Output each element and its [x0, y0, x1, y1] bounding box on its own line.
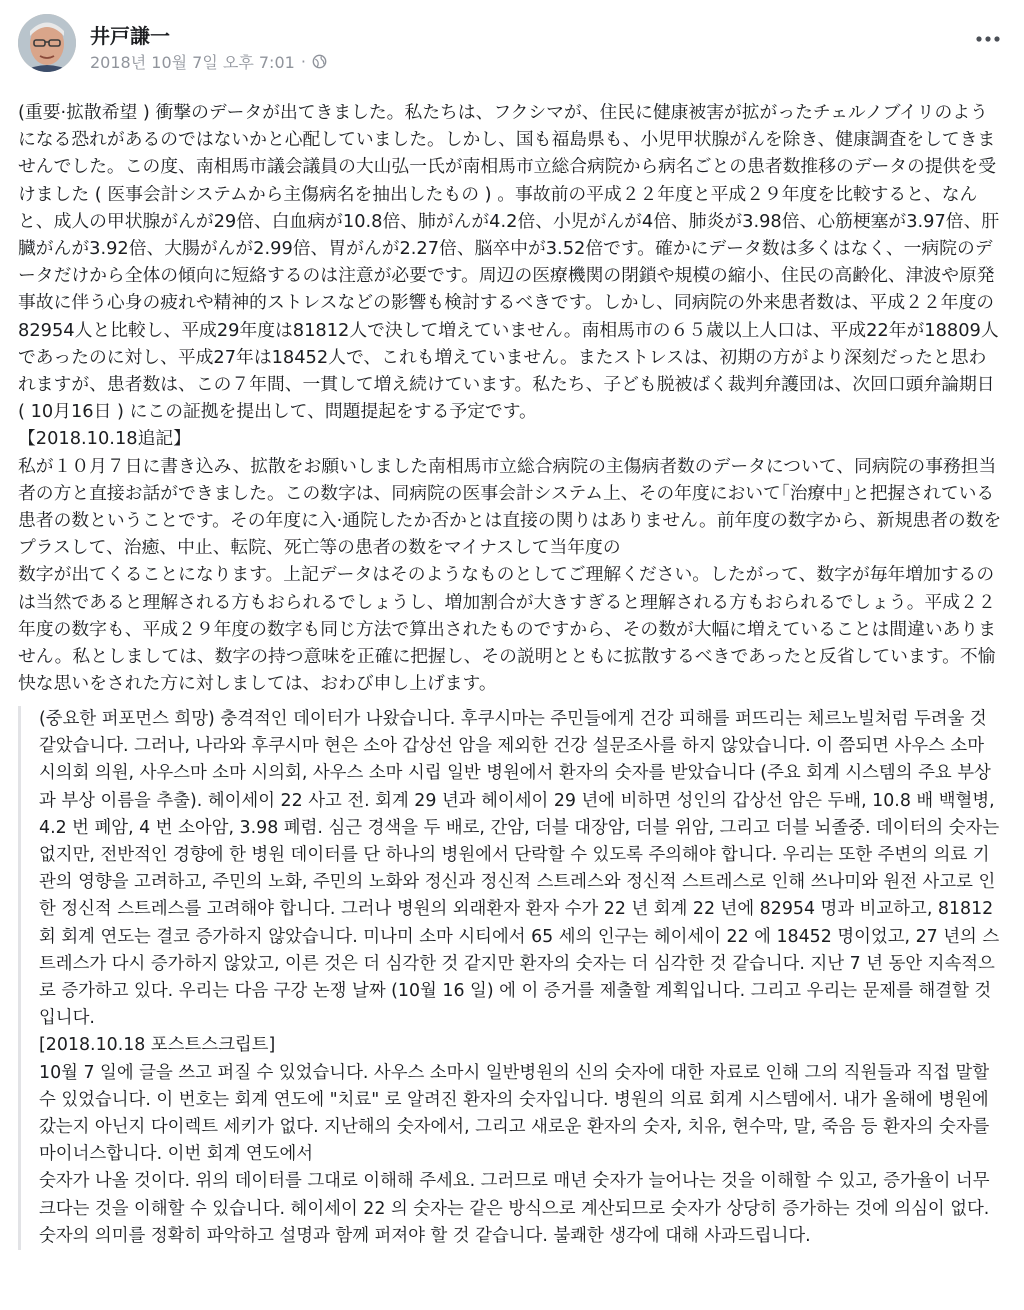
original-addendum-line: 私が１０月７日に書き込み、拡散をお願いしました南相馬市立総合病院の主傷病者数のデータについて、同病院の事務担当者の方と直接お話ができました。この数字は、同病院の医事会計システム上、その年度において｢治療中｣と把握されている患者の数ということです。その年度に入·通院したか否かとは直接の関りはありません。前年度の数字から、新規患者の数をプラスして、治癒、中止、転院、死亡等の患者の数をマイナスして当年度の: [18, 455, 1002, 559]
meta-separator: ·: [300, 52, 306, 71]
post-meta: [90, 50, 327, 73]
more-options-button[interactable]: [968, 24, 1008, 54]
post-header: [18, 14, 1008, 76]
original-addendum-heading: 【2018.10.18追記】: [18, 428, 191, 450]
more-horizontal-icon: [976, 36, 1000, 42]
post-body: [18, 99, 1003, 697]
translated-addendum-heading: [2018.10.18 포스트스크립트]: [39, 1035, 276, 1056]
post-timestamp[interactable]: 2018년 10월 7일 오후 7:01: [90, 53, 295, 72]
translated-addendum-line: 10월 7 일에 글을 쓰고 퍼질 수 있었습니다. 사우스 소마시 일반병원의 신의 숫자에 대한 자료로 인해 그의 직원들과 직접 말할 수 있었습니다. 이 번호는 회계 연도에 "치료" 로 알려진 환자의 숫자입니다. 병원의 의료 회계 시스템에서. 내가 올해에 병원에 갔는지 아닌지 다이렉트 세키가 없다. 지난해의 숫자에서, 그리고 새로운 환자의 숫자, 치유, 현수막, 말, 죽음 등 환자의 숫자를 마이너스합니다. 이번 회계 연도에서: [39, 1062, 995, 1165]
original-paragraph: (重要·拡散希望 ) 衝撃のデータが出てきました。私たちは、フクシマが、住民に健康被害が拡がったチェルノブイリのようになる恐れがあるのではないかと心配していました。しかし、国も福島県も、小児甲状腺がんを除き、健康調査をしてきませんでした。この度、南相馬市議会議員の大山弘一氏が南相馬市立総合病院から病名ごとの患者数推移のデータの提供を受けました ( 医事会計システムから主傷病名を抽出したもの ) 。事故前の平成２２年度と平成２９年度を比較すると、なんと、成人の甲状腺がんが29倍、白血病が10.8倍、肺がんが4.2倍、小児がんが4倍、肺炎が3.98倍、心筋梗塞が3.97倍、肝臓がんが3.92倍、大腸がんが2.99倍、胃がんが2.27倍、脳卒中が3.52倍です。確かにデータ数は多くはなく、一病院のデータだけから全体の傾向に短絡するのは注意が必要です。周辺の医療機関の閉鎖や規模の縮小、住民の高齢化、津波や原発事故に伴う心身の疲れや精神的ストレスなどの影響も検討するべきです。しかし、同病院の外来患者数は、平成２２年度の82954人と比較し、平成29年度は81812人で決して増えていません。南相馬市の６５歳以上人口は、平成22年が18809人であったのに対し、平成27年は18452人で、これも増えていません。またストレスは、初期の方がより深刻だったと思われますが、患者数は、この７年間、一貫して増え続けています。私たち、子ども脱被ばく裁判弁護団は、次回口頭弁論期日 ( 10月16日 ) にこの証拠を提出して、問題提起をする予定です。: [18, 102, 1001, 423]
original-addendum-line: 数字が出てくることになります。上記データはそのようなものとしてご理解ください。したがって、数字が毎年増加するのは当然であると理解される方もおられるでしょうし、増加割合が大きすぎると理解される方もおられるでしょう。平成２２年度の数字も、平成２９年度の数字も同じ方法で算出されたものですから、その数が大幅に増えていることは間違いありません。私としましては、数字の持つ意味を正確に把握し、その説明とともに拡散するべきであったと反省しています。不愉快な思いをされた方に対しましては、おわび申し上げます。: [18, 564, 996, 695]
translated-paragraph: (중요한 퍼포먼스 희망) 충격적인 데이터가 나왔습니다. 후쿠시마는 주민들에게 건강 피해를 퍼뜨리는 체르노빌처럼 두려울 것 같았습니다. 그러나, 나라와 후쿠시마 현은 소아 갑상선 암을 제외한 건강 설문조사를 하지 않았습니다. 이 쯤되면 사우스 소마 시의회 의원, 사우스마 소마 시의회, 사우스 소마 시립 일반 병원에서 환자의 숫자를 받았습니다 (주요 회계 시스템의 주요 부상과 부상 이름을 추출). 헤이세이 22 사고 전. 회계 29 년과 헤이세이 29 년에 비하면 성인의 갑상선 암은 두배, 10.8 배 백혈병, 4.2 번 폐암, 4 번 소아암, 3.98 폐렴. 심근 경색을 두 배로, 간암, 더블 대장암, 더블 위암, 그리고 더블 뇌졸중. 데이터의 숫자는 없지만, 전반적인 경향에 한 병원 데이터를 단 하나의 병원에서 단락할 수 있도록 주의해야 합니다. 우리는 또한 주변의 의료 기관의 영향을 고려하고, 주민의 노화, 주민의 노화와 정신과 정신적 스트레스와 정신적 스트레스로 인해 쓰나미와 원전 사고로 인한 정신적 스트레스를 고려해야 합니다. 그러나 병원의 외래환자 환자 수가 22 년 회계 22 년에 82954 명과 비교하고, 81812 회 회계 연도는 결코 증가하지 않았습니다. 미나미 소마 시티에서 65 세의 인구는 헤이세이 22 에 18452 명이었고, 27 년의 스트레스가 다시 증가하지 않았고, 이른 것은 더 심각한 것 같지만 환자의 숫자는 더 심각한 것 같습니다. 지난 7 년 동안 지속적으로 증가하고 있다. 우리는 다음 구강 논쟁 날짜 (10월 16 일) 에 이 증거를 제출할 계획입니다. 그리고 우리는 문제를 해결할 것입니다.: [39, 709, 1005, 1029]
translated-addendum-line: 숫자가 나올 것이다. 위의 데이터를 그대로 이해해 주세요. 그러므로 매년 숫자가 늘어나는 것을 이해할 수 있고, 증가율이 너무 크다는 것을 이해할 수 있습니다. 헤이세이 22 의 숫자는 같은 방식으로 계산되므로 숫자가 상당히 증가하는 것에 의심이 없다. 숫자의 의미를 정확히 파악하고 설명과 함께 퍼져야 할 것 같습니다. 불쾌한 생각에 대해 사과드립니다.: [39, 1171, 996, 1246]
avatar-image: [18, 14, 76, 72]
author-name[interactable]: 井戸謙一: [90, 24, 170, 48]
translation-block: [18, 706, 1003, 1250]
avatar[interactable]: [18, 14, 76, 72]
globe-icon[interactable]: [312, 54, 327, 69]
